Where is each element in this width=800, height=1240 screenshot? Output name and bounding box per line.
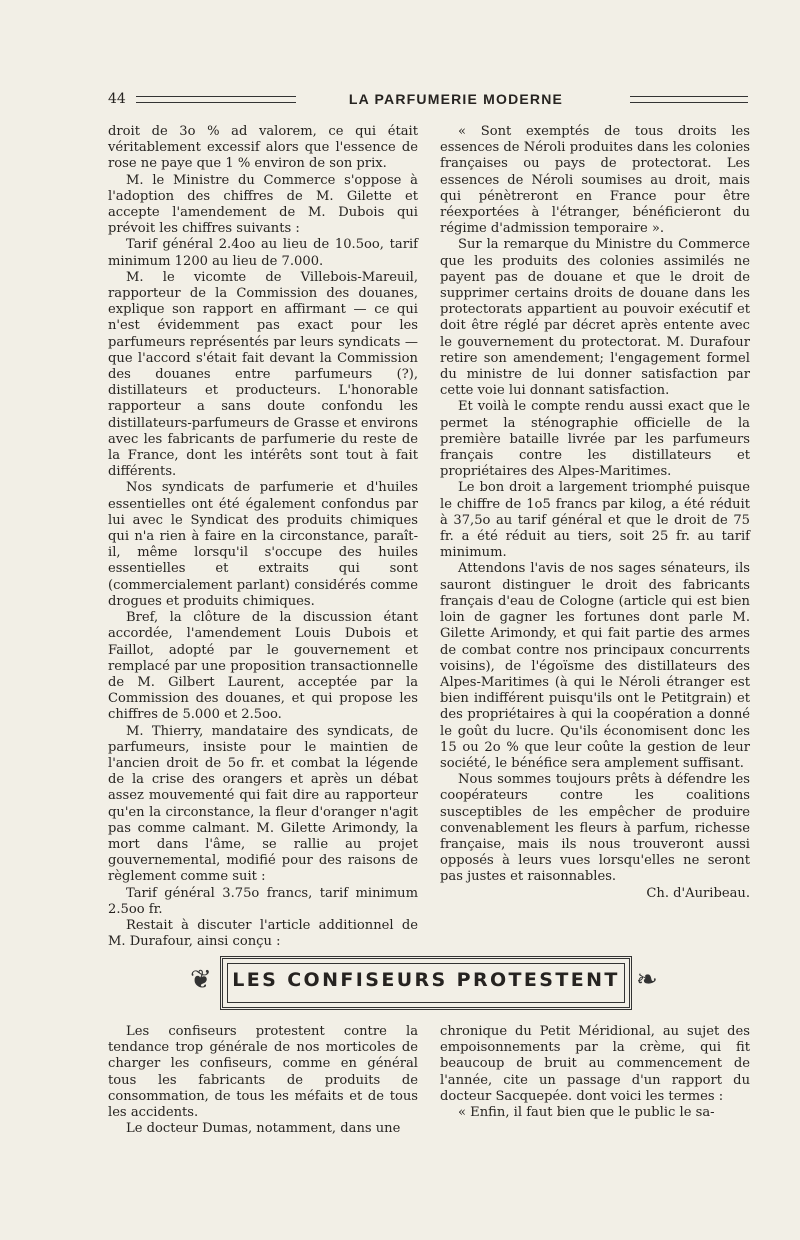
journal-title: LA PARFUMERIE MODERNE (348, 91, 564, 107)
paragraph: Nous sommes toujours prêts à défendre les coopérateurs contre les coalitions susceptibles de les empêcher de produire convenablement les fleurs à parfum, richesse française, mais ils nous trouveront aussi opposés à leurs vues lorsqu'elles ne seront pas justes et raisonnables. (440, 772, 750, 885)
header-rule-left (136, 96, 296, 103)
article-right-column (440, 124, 750, 902)
paragraph: Les confiseurs protestent contre la tendance trop générale de nos morticoles de charger les confiseurs, comme en général tous les fabricants de produits de consommation, de tous les méfaits et de tous les accidents. (108, 1024, 418, 1121)
article2-left-column (108, 1024, 418, 1137)
paragraph: Nos syndicats de parfumerie et d'huiles essentielles ont été également confondus par lui avec le Syndicat des produits chimiques qui n'a rien à faire en la circonstance, paraît-il, même lorsqu'il s'occupe des huiles essentielles et extraits qui sont (commercialement parlant) considérés comme drogues et produits chimiques. (108, 480, 418, 609)
paragraph: M. Thierry, mandataire des syndicats, de parfumeurs, insiste pour le maintien de l'ancien droit de 5o fr. et combat la légende de la crise des orangers et après un débat assez mouvementé qui fait dire au rapporteur qu'en la circonstance, la fleur d'oranger n'agit pas comme calmant. M. Gilette Arimondy, la mort dans l'âme, se rallie au projet gouvernemental, modifié pour des raisons de règlement comme suit : (108, 723, 418, 885)
paragraph: Tarif général 2.4oo au lieu de 10.5oo, tarif minimum 1200 au lieu de 7.000. (108, 237, 418, 269)
paragraph: « Enfin, il faut bien que le public le sa- (458, 1105, 715, 1121)
paragraph: chronique du Petit Méridional, au sujet des empoisonnements par la crème, qui fit beaucoup de bruit au commencement de l'année, cite un passage d'un rapport du docteur Sacquepée. dont voici les termes : (440, 1024, 750, 1104)
paragraph: Attendons l'avis de nos sages sénateurs, ils sauront distinguer le droit des fabricants français d'eau de Cologne (article qui est bien loin de gagner les fortunes dont parle M. Gilette Arimondy, et qui fait partie des armes de combat contre nos principaux concurrents voisins), de l'égoïsme des distillateurs des Alpes-Maritimes (à qui le Néroli étranger est bien indifférent puisqu'ils ont le Petitgrain) et des propriétaires à qui la coopération a donné le goût du lucre. Qu'ils économisent donc les 15 ou 2o % que leur coûte la gestion de leur société, le bénéfice sera amplement suffisant. (440, 561, 750, 771)
paragraph: Le docteur Dumas, notamment, dans une (126, 1121, 401, 1137)
paragraph: M. le vicomte de Villebois-Mareuil, rapporteur de la Commission des douanes, explique son rapport en affirmant — ce qui n'est évidemment pas exact pour les parfumeurs représentés par leurs syndicats — que l'accord s'était fait devant la Commission des douanes entre parfumeurs (?), distillateurs et producteurs. L'honorable rapporteur a sans doute confondu les distillateurs-parfumeurs de Grasse et environs avec les fabricants de parfumerie du reste de la France, dont les intérêts sont tout à fait différents. (108, 269, 418, 480)
fleuron-ornament-icon: ❧ (636, 965, 658, 995)
section-title: LES CONFISEURS PROTESTENT (232, 969, 620, 991)
paragraph: M. le Ministre du Commerce s'oppose à l'adoption des chiffres de M. Gilette et accepte l'amendement de M. Dubois qui prévoit les chiffres suivants : (108, 172, 418, 237)
paragraph: Tarif général 3.75o francs, tarif minimum 2.5oo fr. (108, 885, 418, 917)
article-left-column (108, 124, 418, 950)
page-header (108, 88, 748, 110)
paragraph: Restait à discuter l'article additionnel de M. Durafour, ainsi conçu : (108, 917, 418, 950)
fleuron-ornament-icon: ❦ (190, 965, 212, 995)
paragraph: Sur la remarque du Ministre du Commerce que les produits des colonies assimilés ne payent pas de douane et que le droit de supprimer certains droits de douane dans les protectorats appartient au pouvoir exécutif et doit être réglé par décret après entente avec le gouvernement du protectorat. M. Durafour retire son amendement; l'engagement formel du ministre de lui donner satisfaction par cette voie lui donnant satisfaction. (440, 237, 750, 399)
paragraph: Et voilà le compte rendu aussi exact que le permet la sténographie officielle de la première bataille livrée par les parfumeurs français contre les distillateurs et propriétaires des Alpes-Maritimes. (440, 399, 750, 480)
paragraph: droit de 3o % ad valorem, ce qui était véritablement excessif alors que l'essence de rose ne paye que 1 % environ de son prix. (108, 124, 418, 172)
header-rule-right (630, 96, 748, 103)
article2-right-column (440, 1024, 750, 1121)
paragraph: Le bon droit a largement triomphé puisque le chiffre de 1o5 francs par kilog, a été réduit à 37,5o au tarif général et que le droit de 75 fr. a été réduit au tiers, soit 25 fr. au tarif minimum. (440, 480, 750, 561)
title-frame (220, 956, 632, 1010)
paragraph: Bref, la clôture de la discussion étant accordée, l'amendement Louis Dubois et Faillot, adopté par le gouvernement et remplacé par une proposition transactionnelle de M. Gilbert Laurent, acceptée par la Commission des douanes, et qui propose les chiffres de 5.000 et 2.5oo. (108, 610, 418, 723)
author-signature: Ch. d'Auribeau. (646, 885, 750, 901)
page-number: 44 (108, 91, 126, 107)
section-title-banner (190, 956, 670, 1008)
paragraph: « Sont exemptés de tous droits les essences de Néroli produites dans les colonies françaises ou pays de protectorat. Les essences de Néroli soumises au droit, mais qui pénètreront en France pour être réexportées à l'étranger, bénéficieront du régime d'admission temporaire ». (440, 124, 750, 237)
